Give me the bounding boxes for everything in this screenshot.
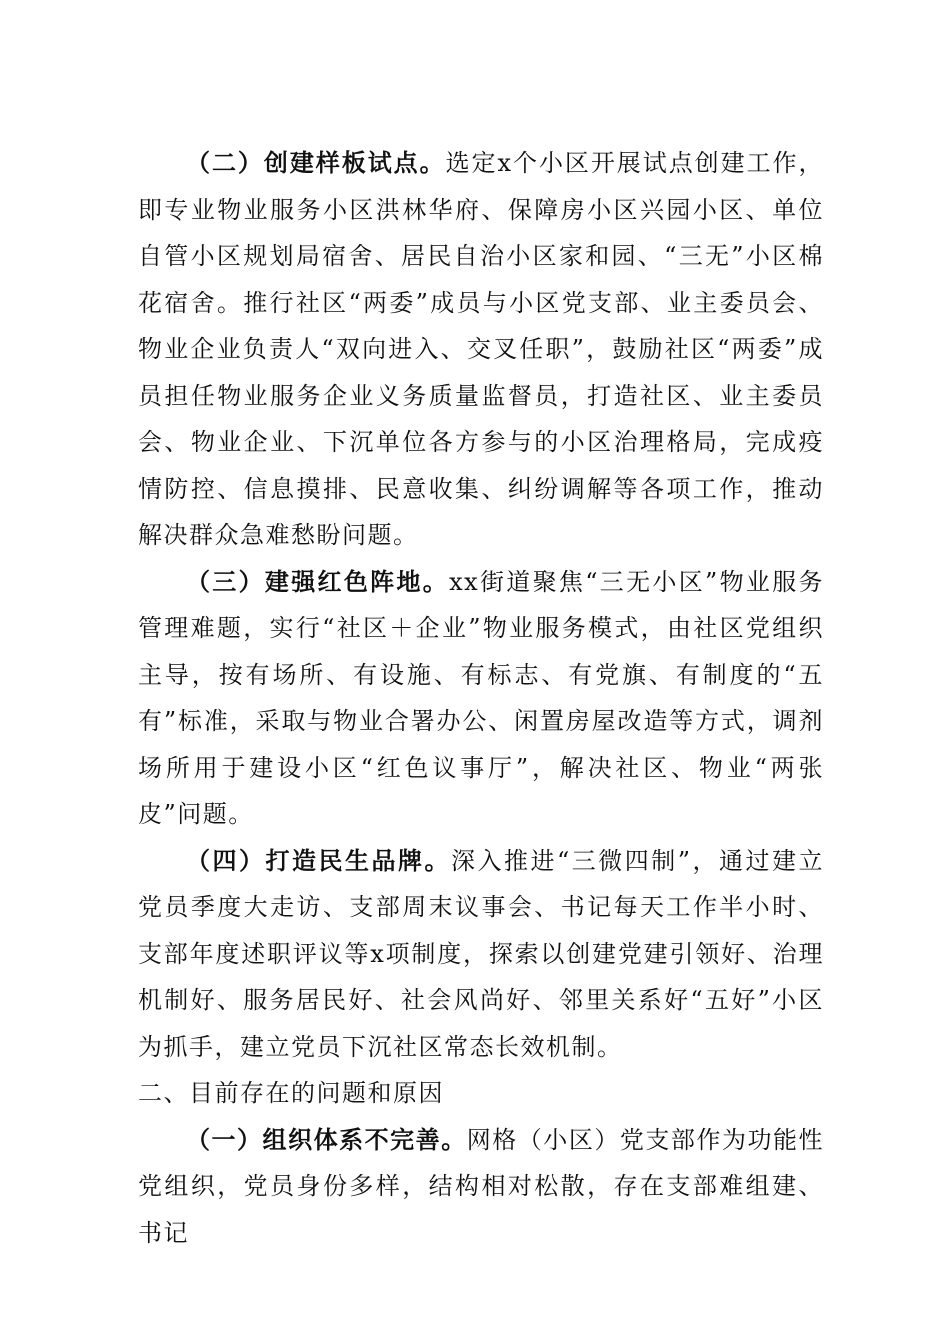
paragraph-body: 网格（小区）党支部作为功能性党组织，党员身份多样，结构相对松散，存在支部难组建、书记 bbox=[138, 1125, 825, 1247]
section-heading-text: 二、目前存在的问题和原因 bbox=[138, 1079, 444, 1107]
paragraph-organization-system bbox=[138, 1117, 824, 1257]
section-heading bbox=[138, 1070, 824, 1117]
paragraph-body: 深入推进“三微四制”，通过建立党员季度大走访、支部周末议事会、书记每天工作半小时、支部年度述职评议等x项制度，探索以创建党建引领好、治理机制好、服务居民好、社会风尚好、邻里关系好“五好”小区为抓手，建立党员下沉社区常态长效机制。 bbox=[138, 846, 824, 1061]
paragraph-pilot-demonstration bbox=[138, 140, 824, 559]
paragraph-body: 选定x个小区开展试点创建工作，即专业物业服务小区洪林华府、保障房小区兴园小区、单位自管小区规划局宿舍、居民自治小区家和园、“三无”小区棉花宿舍。推行社区“两委”成员与小区党支部、业主委员会、物业企业负责人“双向进入、交叉任职”，鼓励社区“两委”成员担任物业服务企业义务质量监督员，打造社区、业主委员会、物业企业、下沉单位各方参与的小区治理格局，完成疫情防控、信息摸排、民意收集、纠纷调解等各项工作，推动解决群众急难愁盼问题。 bbox=[138, 149, 825, 549]
paragraph-livelihood-brand bbox=[138, 838, 824, 1071]
paragraph-lead: （一）组织体系不完善。 bbox=[186, 1125, 467, 1154]
paragraph-body: xx街道聚焦“三无小区”物业服务管理难题，实行“社区＋企业”物业服务模式，由社区党组织主导，按有场所、有设施、有标志、有党旗、有制度的“五有”标准，采取与物业合署办公、闲置房屋改造等方式，调剂场所用于建设小区“红色议事厅”，解决社区、物业“两张皮”问题。 bbox=[138, 567, 825, 828]
paragraph-lead: （四）打造民生品牌。 bbox=[186, 846, 451, 875]
paragraph-lead: （三）建强红色阵地。 bbox=[186, 567, 450, 596]
paragraph-red-position bbox=[138, 559, 824, 838]
document-page bbox=[138, 140, 824, 1256]
paragraph-lead: （二）创建样板试点。 bbox=[186, 149, 446, 177]
